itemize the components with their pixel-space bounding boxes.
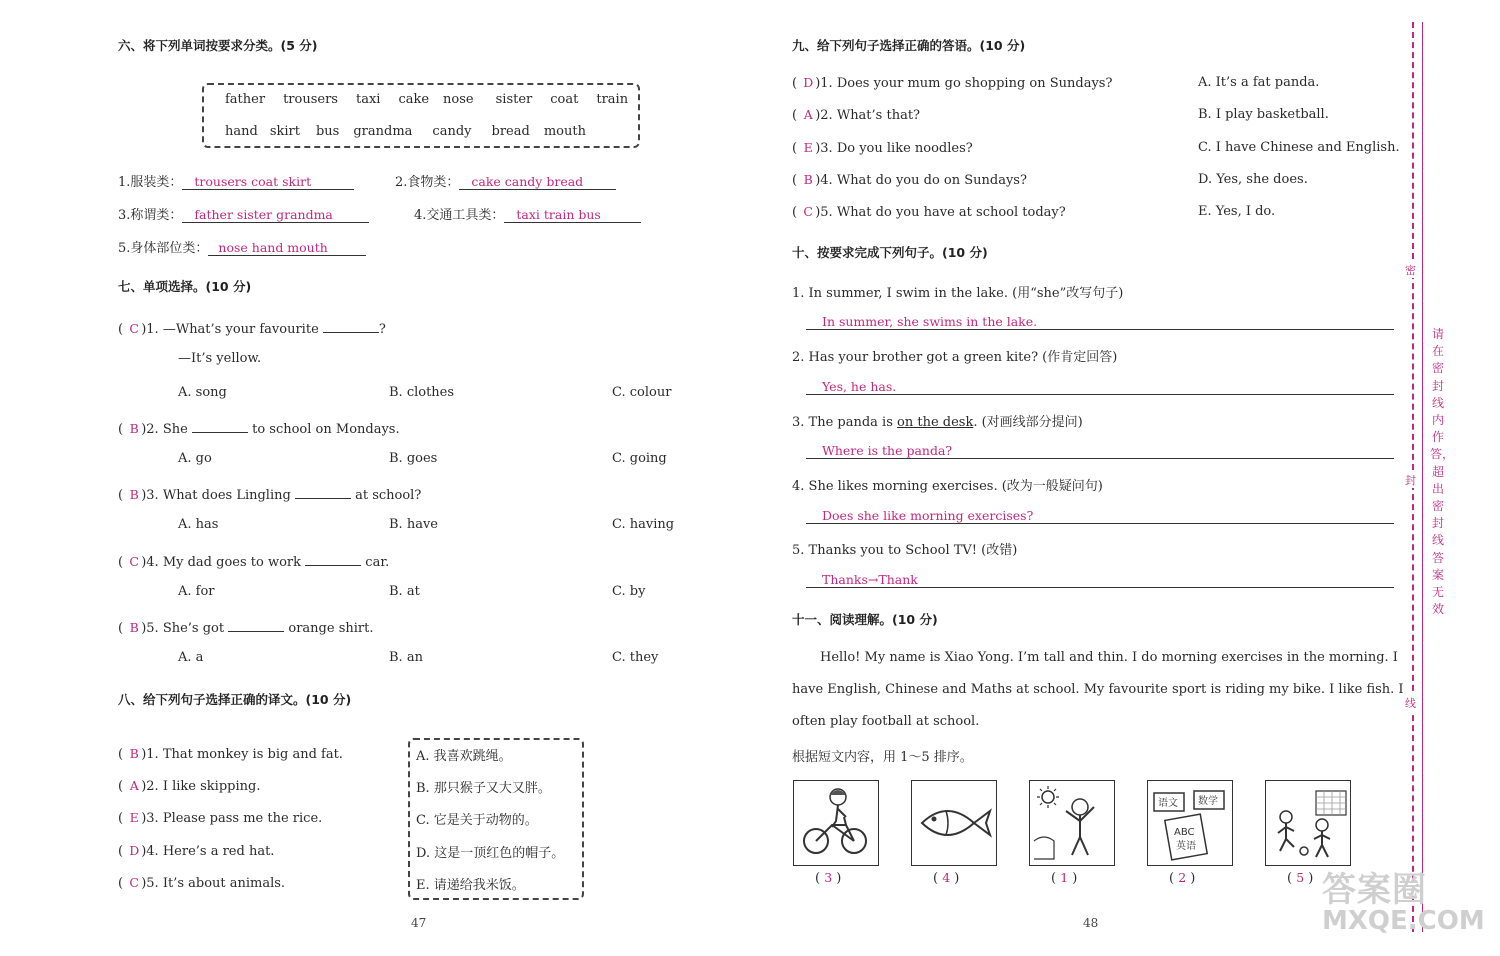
- answer-letter: E: [803, 140, 813, 155]
- page-number-left: 47: [411, 916, 427, 930]
- question-text: )1. That monkey is big and fat.: [141, 747, 343, 762]
- option-c: C. going: [612, 451, 667, 466]
- order-number: 5: [1296, 870, 1305, 885]
- answer-letter: B: [803, 172, 813, 187]
- question-text: at school?: [355, 488, 422, 503]
- answer-letter: C: [129, 554, 139, 569]
- option-b: B. goes: [389, 451, 438, 466]
- word: sister: [495, 92, 533, 107]
- word: nose: [443, 92, 474, 107]
- book-label-english: 英语: [1176, 841, 1196, 852]
- question-text: 3. The panda is: [792, 415, 898, 430]
- book-label-chinese: 语文: [1158, 798, 1178, 809]
- classify-answer: nose hand mouth: [208, 240, 366, 256]
- classify-answer: father sister grandma: [182, 207, 369, 223]
- question-text: )4. Here’s a red hat.: [141, 844, 275, 859]
- rewrite-answer-1: In summer, she swims in the lake.: [822, 314, 1038, 329]
- rewrite-question-1: 1. In summer, I swim in the lake. (用“she”改写句子): [792, 286, 1124, 301]
- mc-question-4: ( C )4. My dad goes to work car.: [118, 551, 389, 570]
- classify-answer: cake candy bread: [459, 174, 616, 190]
- order-number: 2: [1178, 870, 1187, 885]
- question-text: orange shirt.: [288, 621, 374, 636]
- question-text: )4. What do you do on Sundays?: [815, 173, 1027, 188]
- reply-option-e: E. Yes, I do.: [1198, 204, 1276, 219]
- rewrite-answer-2: Yes, he has.: [822, 379, 897, 394]
- classify-label: 2.食物类：: [395, 175, 460, 190]
- translation-question-4: ( D )4. Here’s a red hat.: [118, 843, 275, 859]
- word-bank-row-1: [225, 92, 628, 107]
- reply-question-2: ( A )2. What’s that?: [792, 107, 921, 123]
- answer-letter: B: [129, 487, 139, 502]
- rewrite-question-3: [792, 411, 1083, 430]
- reply-question-5: ( C )5. What do you have at school today?: [792, 204, 1066, 220]
- section-11-heading: 十一、阅读理解。(10 分): [792, 612, 938, 627]
- classify-answer: taxi train bus: [504, 207, 641, 223]
- reply-option-b: B. I play basketball.: [1198, 107, 1329, 122]
- section-10-heading: 十、按要求完成下列句子。(10 分): [792, 245, 988, 260]
- option-c: C. colour: [612, 385, 672, 400]
- question-text: )1. Does your mum go shopping on Sundays?: [815, 76, 1113, 91]
- seal-line-solid: [1422, 22, 1423, 932]
- question-text: )1. —What’s your favourite: [141, 322, 319, 337]
- answer-letter: B: [129, 421, 139, 436]
- translation-option-b: B. 那只猴子又大又胖。: [416, 781, 551, 796]
- classify-item-2: [395, 171, 616, 190]
- option-c: C. having: [612, 517, 675, 532]
- reply-question-1: ( D )1. Does your mum go shopping on Sundays?: [792, 75, 1113, 91]
- reading-passage-line-3: often play football at school.: [792, 714, 980, 729]
- classify-item-5: [118, 237, 366, 256]
- classify-item-3: [118, 204, 369, 223]
- order-answer-5: ( 5 ): [1287, 870, 1314, 886]
- reply-option-a: A. It’s a fat panda.: [1198, 75, 1320, 90]
- classify-label: 3.称谓类：: [118, 208, 183, 223]
- rewrite-answer-4: Does she like morning exercises?: [822, 508, 1034, 523]
- answer-letter: B: [129, 620, 139, 635]
- answer-blank: [295, 484, 351, 499]
- rewrite-question-2: 2. Has your brother got a green kite? (作肯定回答): [792, 350, 1118, 365]
- answer-letter: E: [129, 810, 139, 825]
- section-8-heading: 八、给下列句子选择正确的译文。(10 分): [118, 692, 352, 707]
- order-number: 3: [824, 870, 833, 885]
- option-b: B. an: [389, 650, 423, 665]
- reply-option-d: D. Yes, she does.: [1198, 172, 1308, 187]
- bike-riding-boy-picture: [793, 780, 879, 866]
- order-answer-3: ( 1 ): [1051, 870, 1078, 886]
- question-text: . (对画线部分提问): [973, 415, 1083, 430]
- classify-item-1: [118, 171, 354, 190]
- option-a: A. has: [178, 517, 219, 532]
- underlined-phrase: on the desk: [897, 415, 974, 430]
- question-text: )3. Please pass me the rice.: [141, 811, 323, 826]
- answer-letter: C: [129, 321, 139, 336]
- question-text: )3. What does Lingling: [141, 488, 291, 503]
- translation-question-3: ( E )3. Please pass me the rice.: [118, 810, 323, 826]
- football-kids-picture: [1265, 780, 1351, 866]
- word: bus: [315, 124, 340, 139]
- ordering-instruction: 根据短文内容，用 1～5 排序。: [792, 750, 973, 765]
- word: candy: [432, 124, 472, 139]
- page-number-right: 48: [1083, 916, 1099, 930]
- translation-option-a: A. 我喜欢跳绳。: [416, 749, 512, 764]
- word-bank-row-2: [225, 124, 586, 139]
- word: taxi: [355, 92, 381, 107]
- order-answer-1: ( 3 ): [815, 870, 842, 886]
- option-b: B. clothes: [389, 385, 455, 400]
- option-a: A. for: [178, 584, 215, 599]
- word: hand: [225, 124, 258, 139]
- translation-option-e: E. 请递给我米饭。: [416, 878, 525, 893]
- order-answer-4: ( 2 ): [1169, 870, 1196, 886]
- answer-blank: [192, 418, 248, 433]
- word: mouth: [543, 124, 586, 139]
- order-answer-2: ( 4 ): [933, 870, 960, 886]
- option-a: A. song: [178, 385, 227, 400]
- translation-question-5: ( C )5. It’s about animals.: [118, 875, 286, 891]
- seal-mark-feng: 封: [1405, 474, 1416, 487]
- mc-question-2: ( B )2. She to school on Mondays.: [118, 418, 400, 437]
- seal-warning-text: 请在密封线内作答，超出密封线答案无效: [1430, 327, 1455, 617]
- rewrite-question-4: 4. She likes morning exercises. (改为一般疑问句): [792, 479, 1103, 494]
- reply-option-c: C. I have Chinese and English.: [1198, 140, 1400, 155]
- question-text: car.: [365, 555, 390, 570]
- rewrite-answer-5: Thanks→Thank: [822, 572, 918, 587]
- option-b: B. at: [389, 584, 420, 599]
- question-text: )5. What do you have at school today?: [815, 205, 1066, 220]
- answer-letter: C: [803, 204, 813, 219]
- reading-passage-line-2: have English, Chinese and Maths at school. My favourite sport is riding my bike. I like fish. I: [792, 682, 1404, 697]
- rewrite-question-5: 5. Thanks you to School TV! (改错): [792, 543, 1018, 558]
- translation-option-d: D. 这是一顶红色的帽子。: [416, 846, 565, 861]
- option-a: A. a: [178, 650, 204, 665]
- fish-picture: [911, 780, 997, 866]
- answer-blank: [228, 617, 284, 632]
- rewrite-answer-3: Where is the panda?: [822, 443, 953, 458]
- question-text: )5. She’s got: [141, 621, 225, 636]
- translation-question-2: ( A )2. I like skipping.: [118, 778, 261, 794]
- translation-option-c: C. 它是关于动物的。: [416, 813, 538, 828]
- classify-item-4: [414, 204, 641, 223]
- section-6-heading: 六、将下列单词按要求分类。(5 分): [118, 38, 318, 53]
- reading-passage-line-1: Hello! My name is Xiao Yong. I’m tall and thin. I do morning exercises in the morning. I: [820, 650, 1398, 665]
- question-text: )2. She: [141, 422, 188, 437]
- seal-mark-xian: 线: [1405, 697, 1416, 710]
- watermark-logo: 答案圈: [1322, 870, 1427, 910]
- mc-question-1: ( C )1. —What’s your favourite ?: [118, 318, 386, 337]
- classify-label: 4.交通工具类：: [414, 208, 505, 223]
- question-text: to school on Mondays.: [252, 422, 400, 437]
- classify-answer: trousers coat skirt: [182, 174, 354, 190]
- question-text: )3. Do you like noodles?: [815, 141, 973, 156]
- word: bread: [491, 124, 530, 139]
- mc-question-5: ( B )5. She’s got orange shirt.: [118, 617, 373, 636]
- question-text: )2. I like skipping.: [141, 779, 261, 794]
- school-books-picture: [1147, 780, 1233, 866]
- option-a: A. go: [178, 451, 212, 466]
- translation-question-1: ( B )1. That monkey is big and fat.: [118, 746, 343, 762]
- word: coat: [550, 92, 579, 107]
- seal-mark-mi: 密: [1405, 264, 1416, 277]
- word: cake: [398, 92, 430, 107]
- word: father: [225, 92, 266, 107]
- reply-question-4: ( B )4. What do you do on Sundays?: [792, 172, 1027, 188]
- word: grandma: [353, 124, 413, 139]
- mc-question-3: ( B )3. What does Lingling at school?: [118, 484, 421, 503]
- answer-letter: D: [129, 843, 140, 858]
- option-c: C. by: [612, 584, 646, 599]
- answer-letter: D: [803, 75, 814, 90]
- answer-letter: A: [803, 107, 813, 122]
- dialogue-reply: —It’s yellow.: [178, 351, 262, 366]
- watermark-url: MXQE.COM: [1322, 906, 1485, 936]
- question-text: )2. What’s that?: [815, 108, 921, 123]
- question-text: ?: [378, 322, 386, 337]
- word: skirt: [269, 124, 300, 139]
- option-b: B. have: [389, 517, 438, 532]
- option-c: C. they: [612, 650, 659, 665]
- morning-exercise-boy-picture: [1029, 780, 1115, 866]
- word: trousers: [283, 92, 338, 107]
- answer-blank: [323, 318, 379, 333]
- book-label-abc: ABC: [1174, 827, 1195, 838]
- answer-blank: [305, 551, 361, 566]
- word: train: [596, 92, 629, 107]
- book-label-maths: 数学: [1198, 796, 1218, 807]
- order-number: 4: [942, 870, 951, 885]
- order-number: 1: [1060, 870, 1069, 885]
- answer-letter: B: [129, 746, 139, 761]
- section-7-heading: 七、单项选择。(10 分): [118, 279, 252, 294]
- question-text: )5. It’s about animals.: [141, 876, 286, 891]
- classify-label: 5.身体部位类：: [118, 241, 209, 256]
- answer-letter: A: [129, 778, 139, 793]
- question-text: )4. My dad goes to work: [141, 555, 302, 570]
- section-9-heading: 九、给下列句子选择正确的答语。(10 分): [792, 38, 1026, 53]
- reply-question-3: ( E )3. Do you like noodles?: [792, 140, 973, 156]
- classify-label: 1.服装类：: [118, 175, 183, 190]
- answer-letter: C: [129, 875, 139, 890]
